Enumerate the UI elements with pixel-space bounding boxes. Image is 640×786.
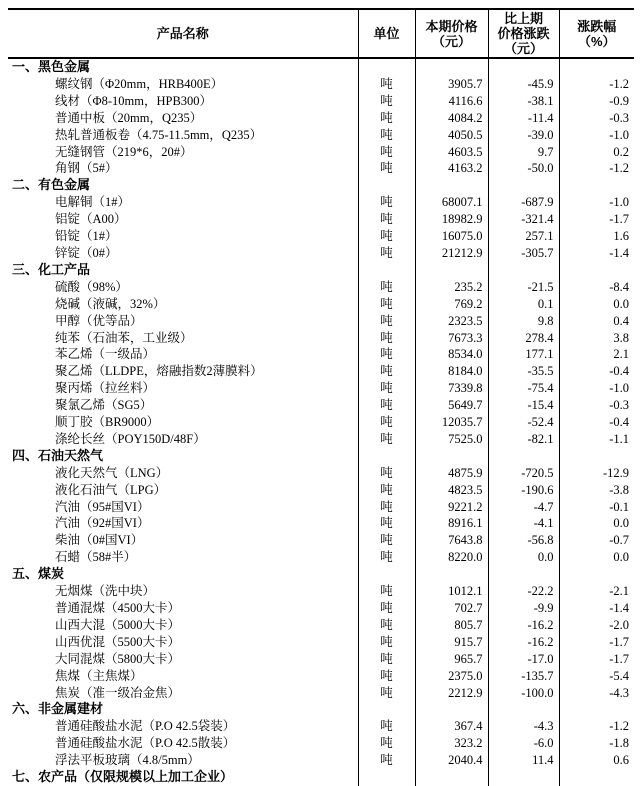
product-name: 山西大混（5000大卡） — [55, 617, 181, 632]
change-pct: -0.4 — [559, 363, 634, 380]
header-current-price — [415, 9, 488, 58]
item-row — [8, 617, 634, 634]
price-change: -56.8 — [488, 532, 559, 549]
current-price: 21212.9 — [415, 245, 488, 262]
product-name: 甲醇（优等品） — [55, 313, 143, 328]
change-pct: -4.3 — [559, 685, 634, 702]
unit — [358, 262, 415, 279]
product-name: 四、石油天然气 — [12, 447, 104, 463]
item-row — [8, 549, 634, 566]
category-row — [8, 58, 634, 76]
item-row — [8, 110, 634, 127]
current-price: 2040.4 — [415, 752, 488, 769]
item-row — [8, 144, 634, 161]
unit — [358, 448, 415, 465]
product-name: 普通硅酸盐水泥（P.O 42.5袋装） — [55, 719, 236, 734]
unit: 吨 — [358, 482, 415, 499]
unit: 吨 — [358, 313, 415, 330]
current-price: 8220.0 — [415, 549, 488, 566]
change-pct: -1.2 — [559, 76, 634, 93]
unit — [358, 566, 415, 583]
item-row — [8, 346, 634, 363]
price-table — [8, 8, 634, 786]
change-pct: 0.0 — [559, 549, 634, 566]
unit: 吨 — [358, 583, 415, 600]
change-pct: -1.8 — [559, 735, 634, 752]
unit: 吨 — [358, 414, 415, 431]
price-change: -720.5 — [488, 465, 559, 482]
unit: 吨 — [358, 76, 415, 93]
price-change: 278.4 — [488, 330, 559, 347]
unit: 吨 — [358, 515, 415, 532]
current-price: 4875.9 — [415, 465, 488, 482]
change-pct — [559, 701, 634, 718]
header-price-change — [488, 9, 559, 58]
product-name: 焦煤（主焦煤） — [55, 668, 143, 683]
item-row — [8, 194, 634, 211]
header-current-price-line1: 本期价格 — [425, 18, 478, 34]
current-price: 323.2 — [415, 735, 488, 752]
change-pct — [559, 177, 634, 194]
unit: 吨 — [358, 532, 415, 549]
price-change — [488, 448, 559, 465]
price-change: 257.1 — [488, 228, 559, 245]
price-change: -52.4 — [488, 414, 559, 431]
price-change: 9.7 — [488, 144, 559, 161]
item-row — [8, 583, 634, 600]
change-pct: -1.0 — [559, 194, 634, 211]
price-change: -305.7 — [488, 245, 559, 262]
change-pct: -0.7 — [559, 532, 634, 549]
current-price: 235.2 — [415, 279, 488, 296]
current-price — [415, 566, 488, 583]
unit: 吨 — [358, 127, 415, 144]
unit: 吨 — [358, 346, 415, 363]
category-row — [8, 177, 634, 194]
price-change — [488, 177, 559, 194]
unit: 吨 — [358, 634, 415, 651]
unit: 吨 — [358, 718, 415, 735]
price-change: 11.4 — [488, 752, 559, 769]
product-name: 铝锭（A00） — [55, 212, 127, 227]
unit — [358, 177, 415, 194]
product-name: 山西优混（5500大卡） — [55, 634, 181, 649]
price-change: -11.4 — [488, 110, 559, 127]
change-pct: -8.4 — [559, 279, 634, 296]
header-price-change-line3: （元） — [503, 41, 543, 56]
current-price: 915.7 — [415, 634, 488, 651]
price-table-page — [0, 8, 640, 785]
price-change: -4.1 — [488, 515, 559, 532]
header-unit-label: 单位 — [373, 26, 400, 41]
item-row — [8, 634, 634, 651]
product-name: 三、化工产品 — [12, 261, 91, 277]
product-name: 液化石油气（LPG） — [55, 482, 167, 497]
product-name: 铅锭（1#） — [55, 229, 118, 244]
category-row — [8, 448, 634, 465]
unit: 吨 — [358, 431, 415, 448]
current-price: 8534.0 — [415, 346, 488, 363]
change-pct: -5.4 — [559, 668, 634, 685]
product-name: 涤纶长丝（POY150D/48F） — [55, 431, 206, 446]
unit: 吨 — [358, 93, 415, 110]
price-change: -17.0 — [488, 651, 559, 668]
item-row — [8, 668, 634, 685]
unit: 吨 — [358, 685, 415, 702]
category-row — [8, 262, 634, 279]
change-pct — [559, 769, 634, 786]
price-change: -21.5 — [488, 279, 559, 296]
price-change: -687.9 — [488, 194, 559, 211]
current-price: 5649.7 — [415, 397, 488, 414]
item-row — [8, 752, 634, 769]
price-change: -39.0 — [488, 127, 559, 144]
product-name: 烧碱（液碱，32%） — [55, 296, 166, 311]
table-header — [8, 9, 634, 58]
price-change: -45.9 — [488, 76, 559, 93]
product-name: 焦炭（准一级冶金焦） — [55, 685, 181, 700]
price-change — [488, 58, 559, 76]
unit: 吨 — [358, 465, 415, 482]
product-name: 电解铜（1#） — [55, 195, 131, 210]
product-name: 锌锭（0#） — [55, 245, 118, 260]
current-price — [415, 448, 488, 465]
product-name: 顺丁胶（BR9000） — [55, 415, 160, 430]
product-name: 苯乙烯（一级品） — [55, 347, 156, 362]
unit: 吨 — [358, 279, 415, 296]
product-name: 液化天然气（LNG） — [55, 465, 169, 480]
change-pct: -1.0 — [559, 380, 634, 397]
current-price: 965.7 — [415, 651, 488, 668]
change-pct — [559, 262, 634, 279]
unit: 吨 — [358, 160, 415, 177]
current-price: 4603.5 — [415, 144, 488, 161]
header-price-change-line2: 价格涨跌 — [497, 26, 550, 41]
current-price — [415, 701, 488, 718]
change-pct: -0.3 — [559, 397, 634, 414]
price-change: -75.4 — [488, 380, 559, 397]
change-pct: -1.4 — [559, 245, 634, 262]
product-name: 七、农产品（仅限规模以上加工企业） — [12, 769, 234, 785]
product-name: 无缝钢管（219*6，20#） — [55, 144, 193, 159]
unit: 吨 — [358, 549, 415, 566]
unit: 吨 — [358, 600, 415, 617]
price-change — [488, 262, 559, 279]
price-change: -35.5 — [488, 363, 559, 380]
product-name: 二、有色金属 — [12, 177, 91, 193]
unit: 吨 — [358, 330, 415, 347]
current-price: 7643.8 — [415, 532, 488, 549]
change-pct: -1.7 — [559, 211, 634, 228]
item-row — [8, 532, 634, 549]
change-pct: -1.2 — [559, 160, 634, 177]
current-price: 2375.0 — [415, 668, 488, 685]
item-row — [8, 296, 634, 313]
header-change-pct-line2: （%） — [577, 33, 616, 49]
change-pct: -1.1 — [559, 431, 634, 448]
unit: 吨 — [358, 397, 415, 414]
item-row — [8, 499, 634, 516]
price-change: 9.8 — [488, 313, 559, 330]
item-row — [8, 245, 634, 262]
item-row — [8, 414, 634, 431]
price-change: -9.9 — [488, 600, 559, 617]
item-row — [8, 363, 634, 380]
price-change: -38.1 — [488, 93, 559, 110]
current-price: 12035.7 — [415, 414, 488, 431]
item-row — [8, 76, 634, 93]
category-row — [8, 566, 634, 583]
current-price — [415, 262, 488, 279]
item-row — [8, 685, 634, 702]
current-price: 7525.0 — [415, 431, 488, 448]
unit: 吨 — [358, 617, 415, 634]
unit — [358, 769, 415, 786]
current-price: 805.7 — [415, 617, 488, 634]
current-price: 4084.2 — [415, 110, 488, 127]
price-change: -16.2 — [488, 634, 559, 651]
product-name: 一、黑色金属 — [12, 59, 91, 74]
change-pct: -1.0 — [559, 127, 634, 144]
price-change — [488, 769, 559, 786]
header-price-change-line1: 比上期 — [503, 11, 543, 26]
current-price: 3905.7 — [415, 76, 488, 93]
product-name: 聚丙烯（拉丝料） — [55, 381, 156, 396]
change-pct: -0.1 — [559, 499, 634, 516]
current-price — [415, 58, 488, 76]
unit: 吨 — [358, 499, 415, 516]
price-change: -4.3 — [488, 718, 559, 735]
change-pct — [559, 566, 634, 583]
current-price: 9221.2 — [415, 499, 488, 516]
item-row — [8, 228, 634, 245]
change-pct: -2.1 — [559, 583, 634, 600]
item-row — [8, 431, 634, 448]
unit: 吨 — [358, 752, 415, 769]
product-name: 汽油（92#国VI） — [55, 516, 150, 531]
unit: 吨 — [358, 651, 415, 668]
current-price: 4823.5 — [415, 482, 488, 499]
product-name: 无烟煤（洗中块） — [55, 584, 156, 599]
product-name: 螺纹钢（Φ20mm，HRB400E） — [55, 76, 224, 91]
current-price: 7339.8 — [415, 380, 488, 397]
change-pct: -0.4 — [559, 414, 634, 431]
price-change: 0.1 — [488, 296, 559, 313]
product-name: 热轧普通板卷（4.75-11.5mm，Q235） — [55, 127, 263, 142]
product-name: 浮法平板玻璃（4.8/5mm） — [55, 753, 200, 768]
price-change: -100.0 — [488, 685, 559, 702]
item-row — [8, 279, 634, 296]
change-pct — [559, 448, 634, 465]
current-price — [415, 769, 488, 786]
price-change: -6.0 — [488, 735, 559, 752]
table-body — [8, 58, 634, 786]
item-row — [8, 313, 634, 330]
unit: 吨 — [358, 228, 415, 245]
current-price: 16075.0 — [415, 228, 488, 245]
unit — [358, 58, 415, 76]
change-pct — [559, 58, 634, 76]
unit: 吨 — [358, 296, 415, 313]
current-price: 702.7 — [415, 600, 488, 617]
change-pct: 0.4 — [559, 313, 634, 330]
header-unit — [358, 9, 415, 58]
item-row — [8, 211, 634, 228]
header-product-name — [8, 9, 358, 58]
header-change-pct — [559, 9, 634, 58]
change-pct: -12.9 — [559, 465, 634, 482]
unit: 吨 — [358, 668, 415, 685]
product-name: 大同混煤（5800大卡） — [55, 651, 181, 666]
unit: 吨 — [358, 110, 415, 127]
item-row — [8, 160, 634, 177]
product-name: 线材（Φ8-10mm，HPB300） — [55, 93, 213, 108]
item-row — [8, 330, 634, 347]
product-name: 聚乙烯（LLDPE，熔融指数2薄膜料） — [55, 364, 263, 379]
price-change: -82.1 — [488, 431, 559, 448]
item-row — [8, 735, 634, 752]
product-name: 普通中板（20mm，Q235） — [55, 110, 203, 125]
change-pct: -1.2 — [559, 718, 634, 735]
item-row — [8, 600, 634, 617]
current-price: 4116.6 — [415, 93, 488, 110]
product-name: 角钢（5#） — [55, 161, 118, 176]
current-price: 769.2 — [415, 296, 488, 313]
change-pct: -1.4 — [559, 600, 634, 617]
change-pct: 3.8 — [559, 330, 634, 347]
price-change: -135.7 — [488, 668, 559, 685]
current-price — [415, 177, 488, 194]
item-row — [8, 651, 634, 668]
product-name: 聚氯乙烯（SG5） — [55, 398, 153, 413]
header-product-name-label: 产品名称 — [156, 26, 209, 41]
change-pct: 0.0 — [559, 296, 634, 313]
current-price: 2212.9 — [415, 685, 488, 702]
category-row — [8, 701, 634, 718]
price-change: -22.2 — [488, 583, 559, 600]
change-pct: -0.9 — [559, 93, 634, 110]
current-price: 7673.3 — [415, 330, 488, 347]
price-change: -190.6 — [488, 482, 559, 499]
change-pct: 0.2 — [559, 144, 634, 161]
change-pct: -0.3 — [559, 110, 634, 127]
item-row — [8, 380, 634, 397]
item-row — [8, 482, 634, 499]
current-price: 367.4 — [415, 718, 488, 735]
current-price: 1012.1 — [415, 583, 488, 600]
product-name: 五、煤炭 — [12, 566, 65, 582]
unit: 吨 — [358, 194, 415, 211]
price-change: -15.4 — [488, 397, 559, 414]
price-change — [488, 701, 559, 718]
product-name: 硫酸（98%） — [55, 279, 128, 294]
price-change — [488, 566, 559, 583]
price-change: -50.0 — [488, 160, 559, 177]
product-name: 柴油（0#国VI） — [55, 533, 144, 548]
change-pct: -2.0 — [559, 617, 634, 634]
change-pct: -1.7 — [559, 634, 634, 651]
unit: 吨 — [358, 380, 415, 397]
product-name: 纯苯（石油苯，工业级） — [55, 330, 193, 345]
change-pct: 0.6 — [559, 752, 634, 769]
change-pct: 0.0 — [559, 515, 634, 532]
unit: 吨 — [358, 363, 415, 380]
current-price: 8184.0 — [415, 363, 488, 380]
price-change: -16.2 — [488, 617, 559, 634]
product-name: 普通混煤（4500大卡） — [55, 601, 181, 615]
current-price: 8916.1 — [415, 515, 488, 532]
change-pct: -3.8 — [559, 482, 634, 499]
unit: 吨 — [358, 735, 415, 752]
item-row — [8, 93, 634, 110]
product-name: 石蜡（58#半） — [55, 550, 137, 565]
current-price: 2323.5 — [415, 313, 488, 330]
price-change: -321.4 — [488, 211, 559, 228]
change-pct: 2.1 — [559, 346, 634, 363]
item-row — [8, 465, 634, 482]
unit — [358, 701, 415, 718]
change-pct: 1.6 — [559, 228, 634, 245]
header-current-price-line2: （元） — [431, 33, 471, 49]
price-change: 0.0 — [488, 549, 559, 566]
product-name: 普通硅酸盐水泥（P.O 42.5散装） — [55, 736, 236, 751]
change-pct: -1.7 — [559, 651, 634, 668]
item-row — [8, 397, 634, 414]
current-price: 4050.5 — [415, 127, 488, 144]
current-price: 4163.2 — [415, 160, 488, 177]
price-change: 177.1 — [488, 346, 559, 363]
product-name: 六、非金属建材 — [12, 701, 104, 717]
product-name: 汽油（95#国VI） — [55, 499, 150, 514]
category-row — [8, 769, 634, 786]
current-price: 18982.9 — [415, 211, 488, 228]
unit: 吨 — [358, 144, 415, 161]
header-change-pct-line1: 涨跌幅 — [577, 18, 617, 34]
item-row — [8, 127, 634, 144]
header-row — [8, 9, 634, 58]
unit: 吨 — [358, 245, 415, 262]
item-row — [8, 515, 634, 532]
unit: 吨 — [358, 211, 415, 228]
current-price: 68007.1 — [415, 194, 488, 211]
price-change: -4.7 — [488, 499, 559, 516]
item-row — [8, 718, 634, 735]
